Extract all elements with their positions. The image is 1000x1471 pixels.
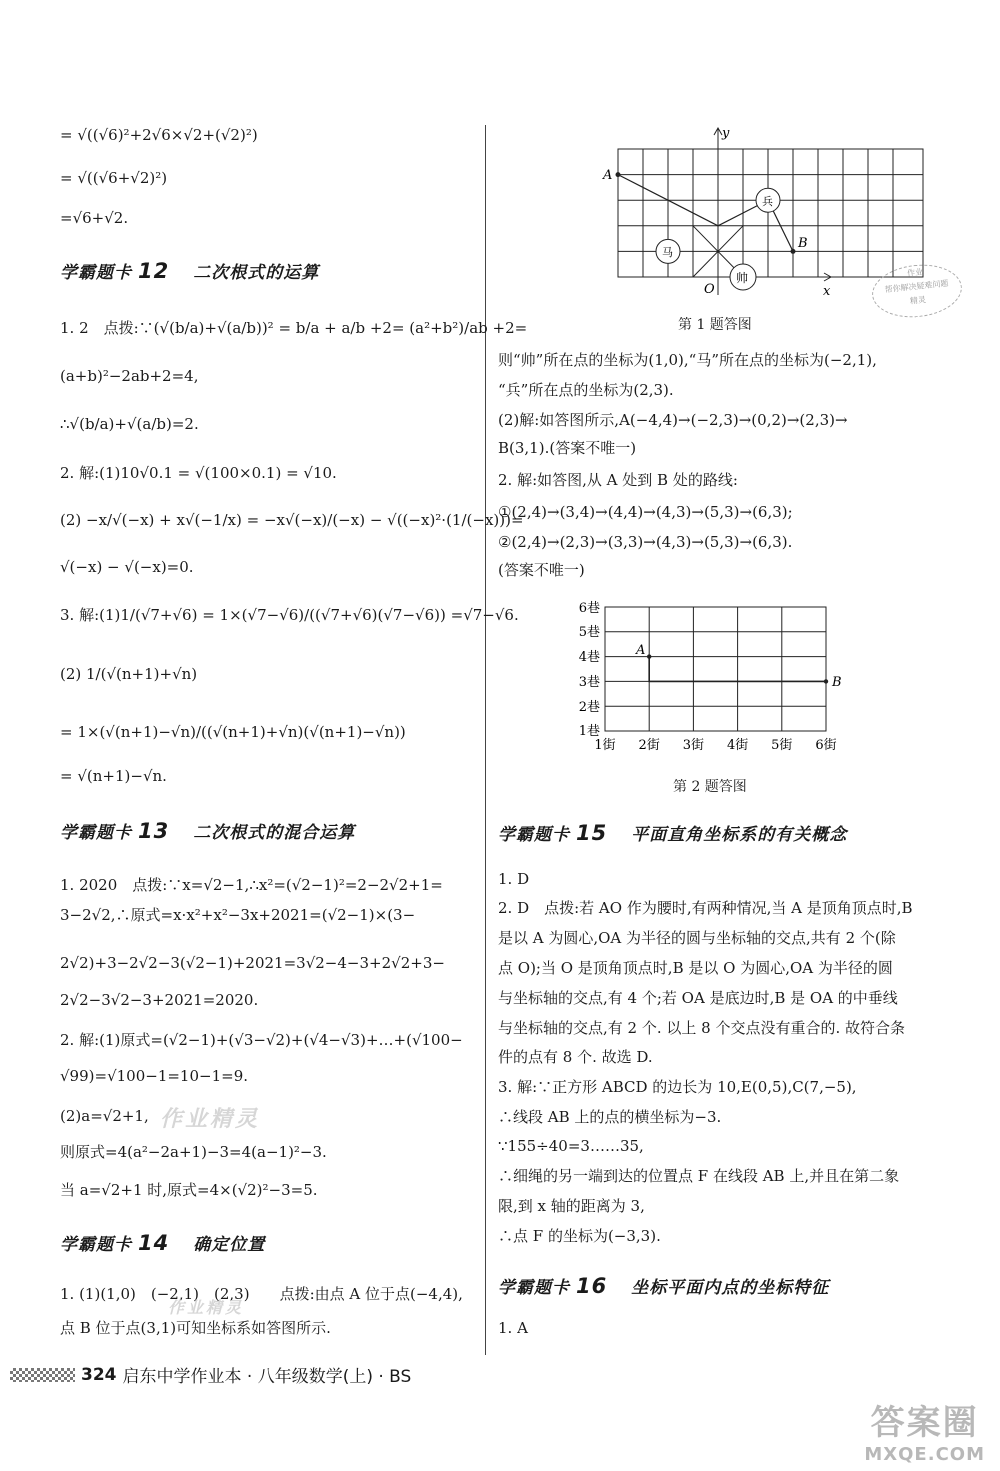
heading-number: 14 xyxy=(138,1231,170,1255)
row-label: 6巷 xyxy=(578,601,600,616)
row-label: 5巷 xyxy=(578,625,600,640)
text-line: (a+b)²−2ab+2=4, xyxy=(60,367,199,385)
text-line: B(3,1).(答案不唯一) xyxy=(498,439,637,457)
heading-number: 16 xyxy=(576,1274,608,1298)
heading-prefix: 学霸题卡 xyxy=(498,825,570,845)
text-line: ∴线段 AB 上的点的横坐标为−3. xyxy=(498,1108,722,1126)
heading-title: 确定位置 xyxy=(193,1235,266,1255)
text-line: (2) −x/√(−x) + x√(−1/x) = −x√(−x)/(−x) − √((−x)²·(1/(−x)))= xyxy=(60,511,524,529)
ma-label: 马 xyxy=(662,246,673,259)
section-heading-13 xyxy=(60,818,355,843)
text-line: 点 B 位于点(3,1)可知坐标系如答图所示. xyxy=(60,1319,331,1337)
figure2-caption: 第 2 题答图 xyxy=(673,779,747,795)
origin-label: O xyxy=(704,282,715,297)
stamp-mark xyxy=(870,260,965,321)
heading-title: 平面直角坐标系的有关概念 xyxy=(631,825,848,845)
column-divider xyxy=(485,125,486,1355)
text-line: ∴√(b/a)+√(a/b)=2. xyxy=(60,415,199,433)
text-line: 当 a=√2+1 时,原式=4×(√2)²−3=5. xyxy=(60,1181,318,1199)
text-line: “兵”所在点的坐标为(2,3). xyxy=(498,381,674,399)
row-label: 1巷 xyxy=(578,724,600,739)
y-label: y xyxy=(722,126,730,141)
text-line: (2) 1/(√(n+1)+√n) xyxy=(60,665,198,683)
heading-prefix: 学霸题卡 xyxy=(60,823,132,843)
col-label: 5街 xyxy=(771,738,793,753)
a-label: A xyxy=(603,168,613,183)
text-line: 2. 解:如答图,从 A 处到 B 处的路线: xyxy=(498,471,738,489)
path-a-to-b xyxy=(618,175,793,252)
text-line: 3. 解:∵正方形 ABCD 的边长为 10,E(0,5),C(7,−5), xyxy=(498,1078,857,1096)
figure1-caption: 第 1 题答图 xyxy=(678,317,752,333)
text-line: 2√2−3√2−3+2021=2020. xyxy=(60,991,259,1009)
row-labels xyxy=(579,600,600,739)
text-line: 1. 2 点拨:∵(√(b/a)+√(a/b))² = b/a + a/b +2= (a²+b²)/ab +2= xyxy=(60,319,528,337)
shuai-label: 帅 xyxy=(736,271,749,285)
text-line: 3−2√2,∴原式=x·x²+x²−3x+2021=(√2−1)×(3− xyxy=(60,906,416,924)
text-line: 则原式=4(a²−2a+1)−3=4(a−1)²−3. xyxy=(60,1143,327,1161)
page-number: 324 xyxy=(81,1364,117,1385)
text-line: √(−x) − √(−x)=0. xyxy=(60,558,194,576)
col-label: 6街 xyxy=(815,738,837,753)
text-line: = √((√6+√2)²) xyxy=(60,169,168,187)
section-heading-16 xyxy=(498,1273,829,1298)
text-line: 1. A xyxy=(498,1319,528,1337)
faint-watermark: 作业精灵 xyxy=(168,1298,245,1317)
page-footer xyxy=(10,1362,411,1387)
text-line: ②(2,4)→(2,3)→(3,3)→(4,3)→(5,3)→(6,3). xyxy=(498,533,793,551)
heading-title: 坐标平面内点的坐标特征 xyxy=(631,1278,830,1298)
text-line: = √(n+1)−√n. xyxy=(60,767,167,785)
text-line: 1. D xyxy=(498,870,530,888)
heading-title: 二次根式的运算 xyxy=(193,263,320,283)
street-grid-figure xyxy=(538,592,918,762)
text-line: 1. 2020 点拨:∵x=√2−1,∴x²=(√2−1)²=2−2√2+1= xyxy=(60,876,443,894)
text-line: (2)a=√2+1, xyxy=(60,1107,149,1125)
b-label: B xyxy=(798,236,808,251)
heading-number: 12 xyxy=(138,259,170,283)
row-label: 2巷 xyxy=(578,700,600,715)
text-line: 限,到 x 轴的距离为 3, xyxy=(498,1197,645,1215)
footer-pattern xyxy=(10,1368,75,1382)
row-label: 4巷 xyxy=(578,650,600,665)
text-line: √99)=√100−1=10−1=9. xyxy=(60,1067,249,1085)
text-line: 2. D 点拨:若 AO 作为腰时,有两种情况,当 A 是顶角顶点时,B xyxy=(498,899,913,917)
point-a xyxy=(616,172,621,177)
heading-number: 15 xyxy=(576,821,608,845)
a-label: A xyxy=(636,643,646,658)
text-line: 是以 A 为圆心,OA 为半径的圆与坐标轴的交点,共有 2 个(除 xyxy=(498,929,896,947)
text-line: = √((√6)²+2√6×√2+(√2)²) xyxy=(60,126,258,144)
col-label: 1街 xyxy=(594,738,616,753)
stamp-text: 精灵 xyxy=(909,295,927,306)
text-line: 1. (1)(1,0) (−2,1) (2,3) 点拨:由点 A 位于点(−4,4), xyxy=(60,1285,463,1303)
col-label: 4街 xyxy=(726,738,749,753)
section-heading-14 xyxy=(60,1230,265,1255)
text-line: =√6+√2. xyxy=(60,209,129,227)
text-line: 2√2)+3−2√2−3(√2−1)+2021=3√2−4−3+2√2+3− xyxy=(60,954,445,972)
x-label: x xyxy=(823,284,831,299)
text-line: 2. 解:(1)10√0.1 = √(100×0.1) = √10. xyxy=(60,464,337,482)
bing-label: 兵 xyxy=(762,195,773,208)
row-label: 3巷 xyxy=(578,675,600,690)
column-labels xyxy=(594,738,836,753)
text-line: 件的点有 8 个. 故选 D. xyxy=(498,1048,653,1066)
text-line: (答案不唯一) xyxy=(498,561,585,579)
heading-number: 13 xyxy=(138,819,170,843)
faint-watermark: 作业精灵 xyxy=(160,1106,261,1132)
heading-prefix: 学霸题卡 xyxy=(60,1235,132,1255)
book-title: 启东中学作业本 · 八年级数学(上) · BS xyxy=(122,1367,412,1387)
text-line: 与坐标轴的交点,有 4 个;若 OA 是底边时,B 是 OA 的中垂线 xyxy=(498,989,898,1007)
street-grid xyxy=(605,607,826,731)
col-label: 3街 xyxy=(682,738,705,753)
heading-prefix: 学霸题卡 xyxy=(498,1278,570,1298)
section-heading-15 xyxy=(498,820,847,845)
text-line: ∵155÷40=3……35, xyxy=(498,1137,644,1155)
text-line: ∴点 F 的坐标为(−3,3). xyxy=(498,1227,661,1245)
site-watermark xyxy=(864,1395,985,1465)
stamp-text: 作业 xyxy=(906,267,924,278)
section-heading-12 xyxy=(60,258,319,283)
point-b xyxy=(824,679,828,683)
watermark-url: MXQE.COM xyxy=(864,1444,985,1465)
text-line: 2. 解:(1)原式=(√2−1)+(√3−√2)+(√4−√3)+…+(√100− xyxy=(60,1031,463,1049)
watermark-text: 答案圈 xyxy=(870,1403,979,1443)
text-line: 与坐标轴的交点,有 2 个. 以上 8 个交点没有重合的. 故符合条 xyxy=(498,1019,906,1037)
text-line: ①(2,4)→(3,4)→(4,4)→(4,3)→(5,3)→(6,3); xyxy=(498,503,793,521)
text-line: (2)解:如答图所示,A(−4,4)→(−2,3)→(0,2)→(2,3)→ xyxy=(498,411,848,429)
text-line: 点 O);当 O 是顶角顶点时,B 是以 O 为圆心,OA 为半径的圆 xyxy=(498,959,893,977)
stamp-text: 帮你解决疑难问题 xyxy=(884,278,949,295)
b-label: B xyxy=(832,675,842,690)
heading-prefix: 学霸题卡 xyxy=(60,263,132,283)
text-line: ∴细绳的另一端到达的位置点 F 在线段 AB 上,并且在第二象 xyxy=(498,1167,900,1185)
text-line: 则“帅”所在点的坐标为(1,0),“马”所在点的坐标为(−2,1), xyxy=(498,351,877,369)
point-b xyxy=(791,249,796,254)
col-label: 2街 xyxy=(638,738,660,753)
text-line: = 1×(√(n+1)−√n)/((√(n+1)+√n)(√(n+1)−√n)) xyxy=(60,723,406,741)
heading-title: 二次根式的混合运算 xyxy=(193,823,356,843)
point-a xyxy=(647,654,651,658)
text-line: 3. 解:(1)1/(√7+√6) = 1×(√7−√6)/((√7+√6)(√7−√6)) =√7−√6. xyxy=(60,606,519,624)
